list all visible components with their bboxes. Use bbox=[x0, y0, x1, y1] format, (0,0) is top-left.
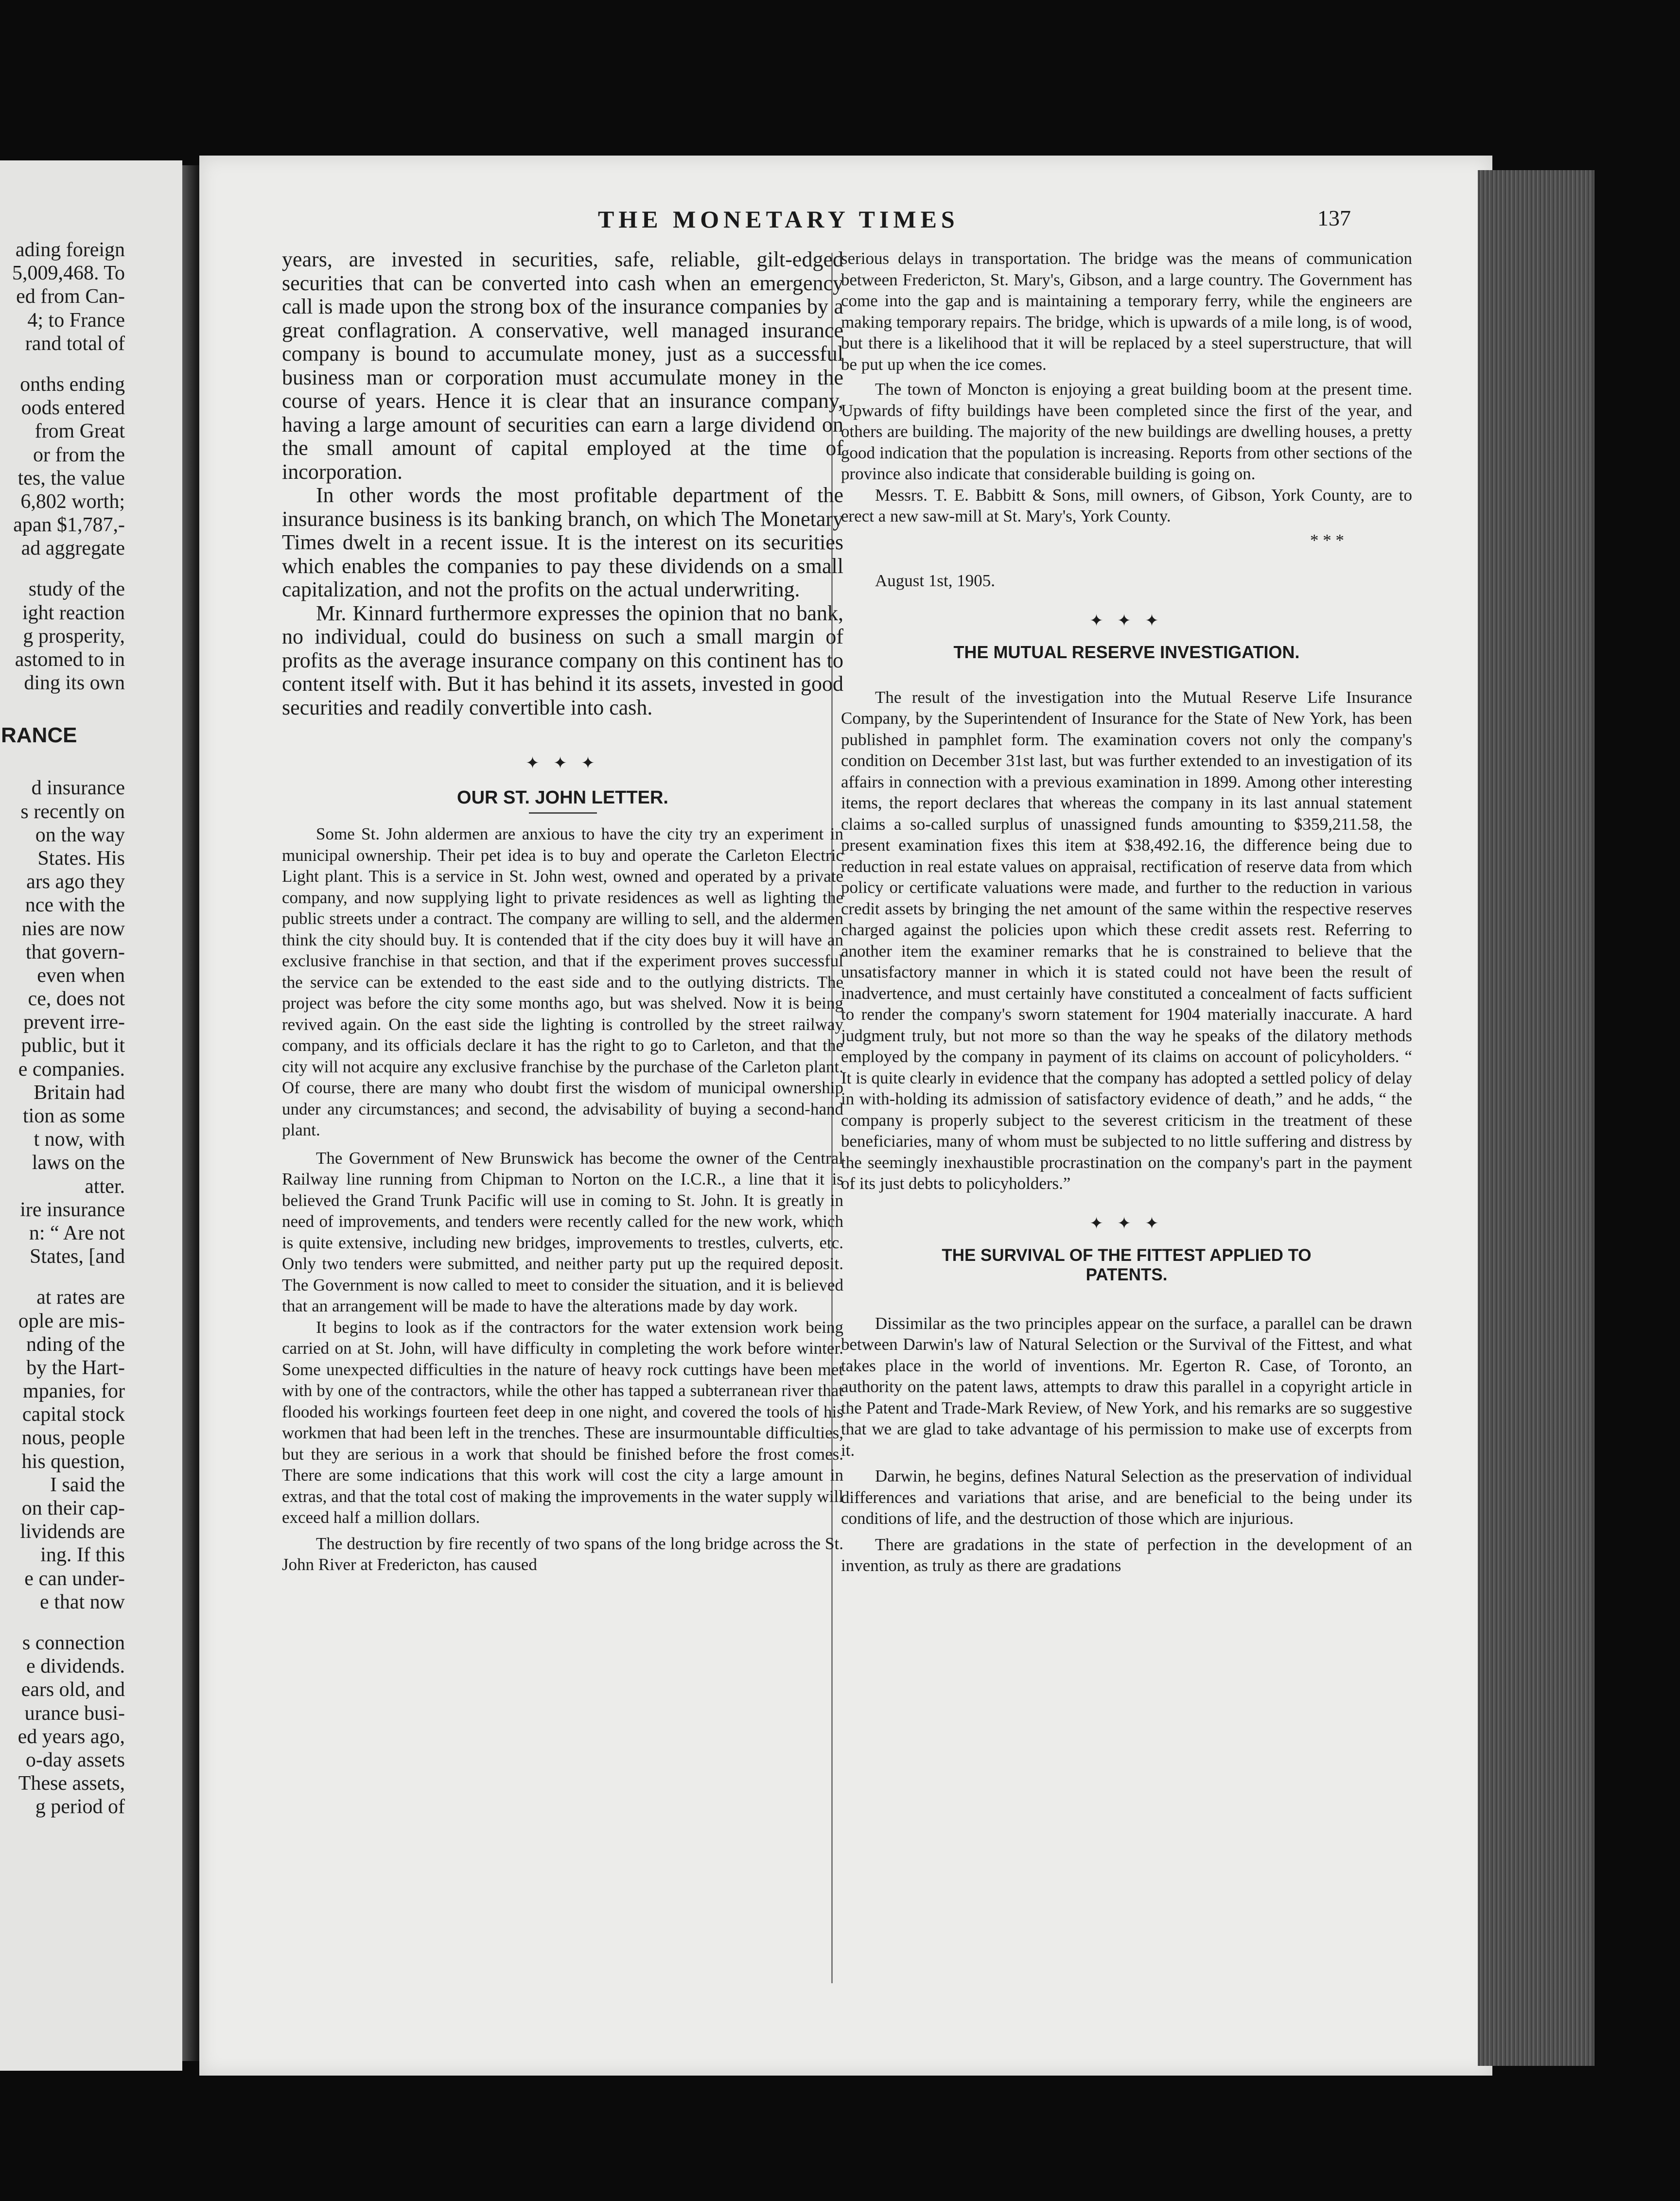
st-john-paragraph-3: It begins to look as if the contractors for the water extension work being carried on at St. John, will have difficulty in completing the work before winter. Some unexpected difficulties in the nature of heavy rock cuttings have been met with by one of the contractors, while the other has tapped a subterranean river that flooded his workings fourteen feet deep in one night, and covered the tools of his workmen that had been left in the trenches. These are insurmountable difficulties, but they are serious in a work that should be finished before the frost comes. There are some indications that this work will cost the city a large amount in extras, and that the total cost of making the improvements in the water supply will exceed half a million dollars. bbox=[282, 1317, 843, 1527]
left-page-line bbox=[0, 759, 182, 776]
left-page-line: nding of the bbox=[26, 1333, 125, 1356]
left-page-line: e that now bbox=[40, 1590, 125, 1613]
column-left bbox=[282, 248, 843, 1575]
book-page-edges bbox=[1478, 170, 1594, 2066]
left-page-line: urance busi- bbox=[24, 1702, 125, 1725]
left-page-line: I said the bbox=[50, 1473, 125, 1496]
left-page-line: ed from Can- bbox=[16, 285, 125, 308]
left-page-line: RANCE bbox=[1, 723, 77, 748]
left-page-line: onths ending bbox=[20, 373, 125, 396]
left-page-line: laws on the bbox=[32, 1152, 125, 1174]
section-separator-ornament: ✦ ✦ ✦ bbox=[1089, 611, 1164, 630]
insurance-paragraph-1: years, are invested in securities, safe, reliable, gilt-edged securities that can be converted into cash when an emergency call is made upon the strong box of the insurance companies by a great conflagration. A conservative, well managed insurance company is bound to accumulate money, just as a successful business man or corporation must accumulate money in the course of years. Hence it is clear that an insurance company, having a large amount of securities can earn a large dividend on the small amount of capital employed at the time of incorporation. bbox=[282, 247, 843, 484]
left-page-line: g period of bbox=[35, 1796, 125, 1818]
left-page-line: Britain had bbox=[34, 1081, 125, 1104]
left-page-line: oods entered bbox=[21, 397, 125, 419]
left-page-line: rand total of bbox=[25, 332, 125, 355]
left-page-line: g prosperity, bbox=[23, 625, 125, 647]
left-page-line: his question, bbox=[21, 1450, 125, 1473]
st-john-paragraph-4: The destruction by fire recently of two spans of the long bridge across the St. John River at Fredericton, has caused bbox=[282, 1534, 843, 1574]
survival-paragraph-2: Darwin, he begins, defines Natural Selection as the preservation of individual differences and variations that arise, and are beneficial to the being under its conditions of life, and the destruction of those which are injurious. bbox=[841, 1467, 1412, 1528]
main-page bbox=[199, 156, 1492, 2076]
left-page-line: on their cap- bbox=[21, 1497, 125, 1520]
left-page-line bbox=[0, 1614, 182, 1631]
insurance-paragraph-3: Mr. Kinnard furthermore expresses the opinion that no bank, no individual, could do business on such a small margin of profits as the average insurance company on this continent has to content itself with. But it has behind it its assets, invested in good securities and readily convertible into cash. bbox=[282, 601, 843, 719]
left-page-line bbox=[0, 355, 182, 373]
left-page-line: e dividends. bbox=[26, 1655, 125, 1678]
left-page-line: These assets, bbox=[18, 1772, 125, 1795]
left-page-line: ding its own bbox=[24, 672, 125, 695]
left-page-line: ing. If this bbox=[40, 1544, 125, 1567]
left-page-line: nce with the bbox=[25, 894, 125, 917]
left-page-line: atter. bbox=[85, 1175, 125, 1198]
st-john-letter-title: OUR ST. JOHN LETTER. bbox=[457, 787, 668, 808]
left-page-line bbox=[0, 1268, 182, 1286]
left-page-line: ight reaction bbox=[22, 601, 125, 624]
left-page-line bbox=[0, 560, 182, 577]
left-page-line: ars ago they bbox=[26, 871, 125, 893]
section-separator-ornament: ✦ ✦ ✦ bbox=[1089, 1214, 1164, 1233]
left-page-line: tes, the value bbox=[18, 467, 125, 489]
left-page-line: apan $1,787,- bbox=[13, 514, 125, 537]
survival-paragraph-1: Dissimilar as the two principles appear on the surface, a parallel can be drawn between Darwin's law of Natural Selection or the Survival of the Fittest, and what takes place in the world of inventions. Mr. Egerton R. Case, of Toronto, an authority on the patent laws, attempts to draw this parallel in a copyright article in the Patent and Trade-Mark Review, of New York, and his remarks are so suggestive that we are glad to take advantage of his permission to make use of excerpts from it. bbox=[841, 1313, 1412, 1460]
left-page-line: 4; to France bbox=[27, 309, 125, 332]
left-page-line: public, but it bbox=[21, 1034, 125, 1057]
left-page-line: ad aggregate bbox=[21, 537, 125, 560]
left-page-line: s connection bbox=[22, 1631, 125, 1654]
left-page-line: t now, with bbox=[34, 1128, 125, 1151]
left-page-line: at rates are bbox=[36, 1286, 125, 1309]
left-page-line: d insurance bbox=[31, 777, 125, 800]
moncton-paragraph: The town of Moncton is enjoying a great building boom at the present time. Upwards of fifty buildings have been completed since the first of the year, and others are building. The majority of the new buildings are dwelling houses, a pretty good indication that the population is increasing. Reports from other sections of the province also indicate that considerable building is going on. bbox=[841, 380, 1412, 483]
left-page-line: ears old, and bbox=[21, 1678, 125, 1701]
page-number: 137 bbox=[1317, 206, 1351, 230]
survival-title-line-1: THE SURVIVAL OF THE FITTEST APPLIED TO bbox=[942, 1245, 1312, 1265]
left-page-line: ople are mis- bbox=[18, 1310, 125, 1332]
column-right bbox=[841, 248, 1412, 1576]
letter-date: August 1st, 1905. bbox=[875, 571, 995, 590]
left-page-line: or from the bbox=[33, 443, 125, 466]
left-page-line: prevent irre- bbox=[23, 1011, 125, 1034]
asterism-dots: * * * bbox=[1310, 530, 1344, 550]
left-page-line: from Great bbox=[35, 420, 125, 443]
left-page-line: nous, people bbox=[21, 1427, 125, 1450]
left-page-line: e companies. bbox=[18, 1058, 125, 1081]
journal-title: THE MONETARY TIMES bbox=[598, 206, 959, 233]
left-page-line: astomed to in bbox=[15, 648, 125, 671]
st-john-paragraph-2: The Government of New Brunswick has become the owner of the Central Railway line running from Chipman to Norton on the I.C.R., a line that it is believed the Grand Trunk Pacific will use in coming to St. John. It is greatly in need of improvements, and tenders were recently called for the new work, which is quite extensive, including new bridges, improvements to trestles, culverts, etc. Only two tenders were submitted, and neither party put up the required deposit. The Government is now called to meet to consider the situation, and it is believed that an arrangement will be made to have the alterations made by day work. bbox=[282, 1148, 843, 1315]
st-john-paragraph-1: Some St. John aldermen are anxious to have the city try an experiment in municipal ownership. Their pet idea is to buy and operate the Carleton Electric Light plant. This is a service in St. John west, owned and operated by a private company, and now supplying light to private residences as well as lighting the public streets under a contract. The company are willing to sell, and the aldermen think the city should buy. It is contended that if the city does buy it will have an exclusive franchise in that section, and that if the experiment proves successful the service can be extended to the east side and to the outlying districts. The project was before the city some months ago, but was shelved. Now it is being revived again. On the east side the lighting is controlled by the street railway company, and its officials declare it has the right to go to Carleton, and that the city will not acquire any exclusive franchise by the purchase of the Carleton plant. Of course, there are many who doubt first the wisdom of municipal ownership under any circumstances; and second, the advisability of buying a second-hand plant. bbox=[282, 824, 843, 1139]
left-page-line: States, [and bbox=[30, 1245, 125, 1268]
left-facing-page bbox=[0, 160, 182, 2071]
survival-title-line-2: PATENTS. bbox=[1085, 1265, 1168, 1284]
left-page-line: that govern- bbox=[25, 941, 125, 963]
fredericton-bridge-paragraph: serious delays in transportation. The bridge was the means of communication between Fredericton, St. Mary's, Gibson, and a large country. The Government has come into the gap and is maintaining a temporary ferry, while the engineers are making temporary repairs. The bridge, which is upwards of a mile long, is of wood, but there is a likelihood that it will be replaced by a steel superstructure, that will be put up when the ice comes. bbox=[841, 249, 1412, 374]
left-page-line: e can under- bbox=[24, 1567, 125, 1590]
mutual-reserve-title: THE MUTUAL RESERVE INVESTIGATION. bbox=[953, 642, 1300, 662]
left-page-line: study of the bbox=[28, 578, 125, 601]
left-page-line: ed years ago, bbox=[18, 1725, 125, 1748]
left-page-line: ading foreign bbox=[15, 239, 125, 261]
title-underline bbox=[529, 812, 597, 814]
left-page-line: nies are now bbox=[21, 917, 125, 940]
left-page-line: by the Hart- bbox=[26, 1356, 125, 1379]
left-page-text-column bbox=[0, 238, 182, 1818]
left-page-line bbox=[0, 695, 182, 712]
left-page-line: n: “ Are not bbox=[29, 1222, 125, 1244]
left-page-line: lividends are bbox=[20, 1520, 125, 1543]
left-page-line: o-day assets bbox=[25, 1748, 125, 1771]
left-page-line: 6,802 worth; bbox=[20, 490, 125, 513]
page-header bbox=[199, 205, 1492, 239]
left-page-line: even when bbox=[37, 964, 125, 987]
left-page-line: mpanies, for bbox=[23, 1380, 125, 1403]
left-page-line: ire insurance bbox=[20, 1198, 125, 1221]
left-page-line: capital stock bbox=[22, 1403, 125, 1426]
left-page-line: s recently on bbox=[20, 800, 125, 823]
section-separator-ornament: ✦ ✦ ✦ bbox=[525, 754, 600, 772]
left-page-line: States. His bbox=[37, 847, 125, 870]
insurance-paragraph-2: In other words the most profitable department of the insurance business is its banking branch, on which The Monetary Times dwelt in a recent issue. It is the interest on its securities which enables the companies to pay these dividends on a small capitalization, and not the profits on the actual underwriting. bbox=[282, 483, 843, 601]
babbitt-paragraph: Messrs. T. E. Babbitt & Sons, mill owners, of Gibson, York County, are to erect a new saw-mill at St. Mary's, York County. bbox=[841, 485, 1412, 525]
left-page-line: ce, does not bbox=[28, 988, 125, 1011]
left-page-line: tion as some bbox=[23, 1105, 125, 1127]
mutual-reserve-paragraph: The result of the investigation into the Mutual Reserve Life Insurance Company, by the Superintendent of Insurance for the State of New York, has been published in pamphlet form. The examination covers not only the company's condition on December 31st last, but was further extended to an investigation of its affairs in connection with a previous examination in 1899. Among other interesting items, the report declares that whereas the company in its last annual statement claims a so-called surplus of unassigned funds amounting to $359,211.58, the present examination fixes this item at $38,492.16, the difference being due to reduction in real estate values on appraisal, rectification of reserve data from which policy or certificate valuations were made, and further to the reduction in various credit assets by bringing the net amount of the same within the respective reserves charged against the policies upon which these credit assets rest. Referring to another item the examiner remarks that he is constrained to believe that the unsatisfactory manner in which it is stated could not have been the result of inadvertence, and must certainly have constituted a concealment of facts sufficient to render the company's sworn statement for 1904 materially inaccurate. A hard judgment truly, but not more so than the way he speaks of the dilatory methods employed by the company in payment of its claims on account of policyholders. “ It is quite clearly in evidence that the company has adopted a settled policy of delay in with-holding its admission of satisfactory evidence of death,” and he adds, “ the company is properly subject to the severest criticism in the treatment of these beneficiaries, many of whom must be subjected to no little suffering and distress by the seemingly inexhaustible procrastination on the company's part in the payment of its just debts to policyholders.” bbox=[841, 687, 1412, 1193]
left-page-line: 5,009,468. To bbox=[12, 262, 125, 285]
left-page-line: on the way bbox=[35, 823, 125, 846]
survival-paragraph-3: There are gradations in the state of perfection in the development of an invention, as truly as there are gradations bbox=[841, 1535, 1412, 1575]
